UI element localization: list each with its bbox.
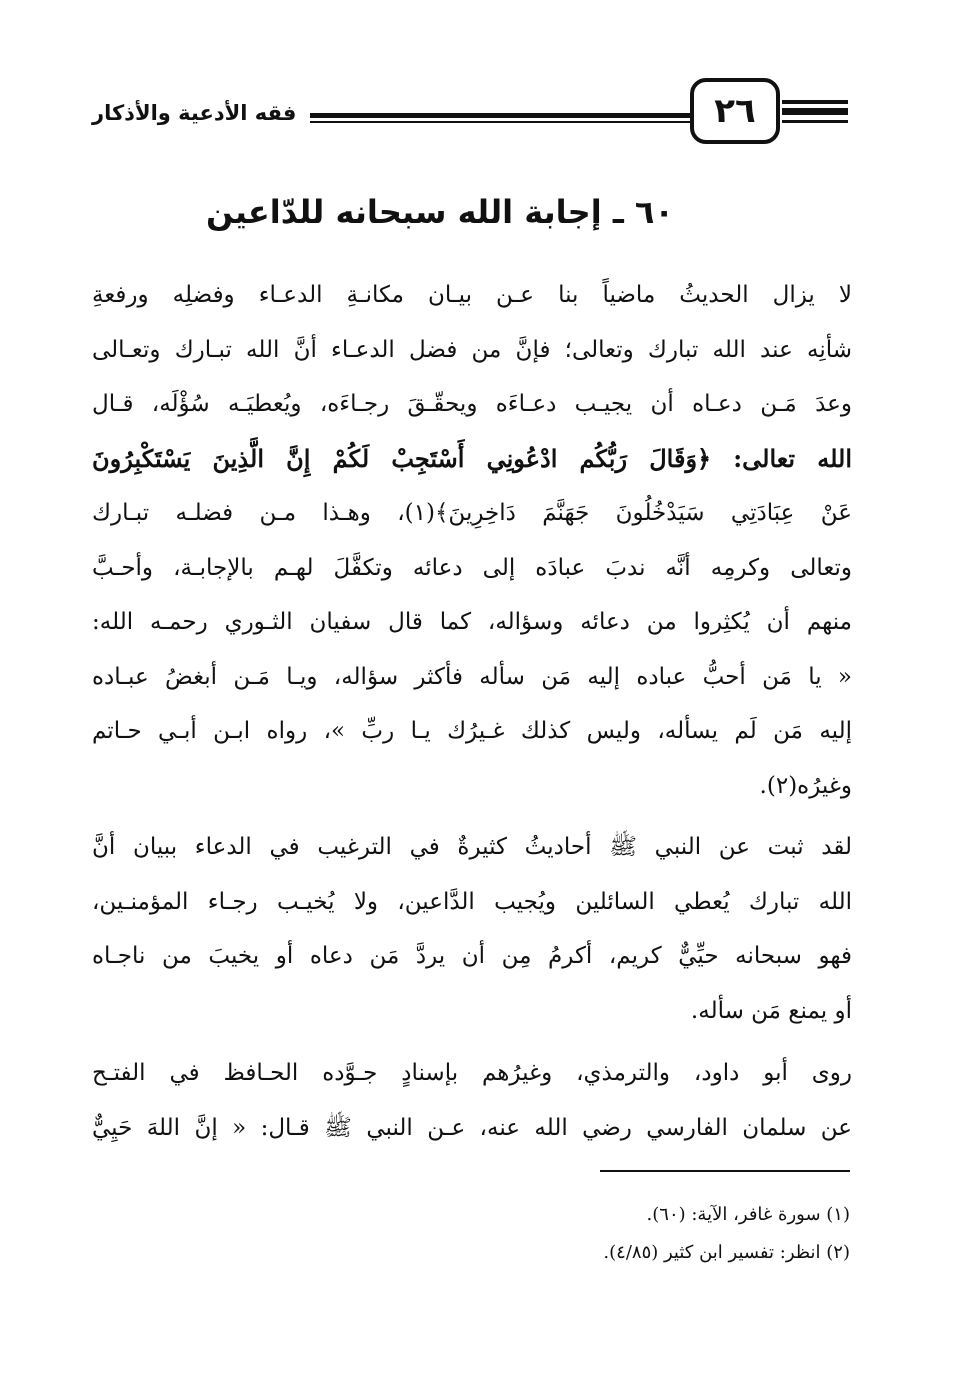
paragraph-line-quote: إليه مَن لَم يسأله، وليس كذلك غـيرُك يـا ربِّ »، رواه ابـن أبـي حـاتم: [92, 718, 852, 744]
footnotes: [400, 1196, 850, 1272]
footnote-separator: [600, 1170, 850, 1172]
paragraph-line: الله تبارك يُعطي السائلين ويُجيب الدَّاعين، ولا يُخيـب رجـاء المؤمنـين،: [92, 888, 852, 915]
paragraph-line: منهم أن يُكثِروا من دعائه وسؤاله، كما قال سفيان الثـوري رحمـه الله:: [92, 609, 852, 635]
paragraph-line: أو يمنع مَن سأله.: [690, 997, 852, 1024]
footnote-2: (٢) انظر: تفسير ابن كثير (٤/٨٥).: [603, 1242, 850, 1263]
paragraph-line: لا يزال الحديثُ ماضياً بنا عـن بيـان مكانـةِ الدعـاء وفضلِه ورفعةِ: [92, 282, 852, 308]
paragraph-line: عن سلمان الفارسي رضي الله عنه، عـن النبي ﷺ قـال: « إنَّ اللهَ حَيِيٌّ: [92, 1114, 852, 1141]
paragraph-line: روى أبو داود، والترمذي، وغيرُهم بإسنادٍ جـوَّده الحـافظ في الفتـح: [92, 1060, 852, 1086]
body-paragraph-1: [92, 268, 852, 813]
paragraph-line-quote: « يا مَن أحبُّ عباده إليه مَن سأله فأكثر سؤاله، ويـا مَـن أبغضُ عبـاده: [92, 663, 852, 690]
header-rule: [782, 100, 848, 104]
header-rule: [782, 120, 848, 123]
paragraph-line: لقد ثبت عن النبي ﷺ أحاديثُ كثيرةٌ في الترغيب في الدعاء ببيان أنَّ: [92, 834, 852, 860]
header-rule: [310, 113, 690, 118]
running-header-book-title: فقه الأدعية والأذكار: [92, 101, 297, 125]
header-rule: [782, 108, 848, 115]
paragraph-line: وعدَ مَـن دعـاه أن يجيـب دعـاءَه ويحقّـقَ رجـاءَه، ويُعطيَـه سُؤْلَه، قـال: [92, 391, 852, 417]
footnote-1: (١) سورة غافر، الآية: (٦٠).: [646, 1204, 850, 1225]
paragraph-line: وغيرُه(٢).: [759, 772, 852, 799]
paragraph-line: وتعالى وكرمِه أنَّه ندبَ عبادَه إلى دعائه وتكفَّلَ لهـم بالإجابـة، وأحـبَّ: [92, 554, 852, 581]
body-paragraph-2: [92, 820, 852, 1038]
body-paragraph-3: [92, 1046, 852, 1155]
header-rule: [310, 121, 690, 123]
page-number: ٢٦: [690, 78, 780, 144]
paragraph-line: شأنِه عند الله تبارك وتعالى؛ فإنَّ من فضل الدعـاء أنَّ الله تبـارك وتعـالى: [92, 336, 852, 363]
paragraph-line-quran-verse: الله تعالى: ﴿وَقَالَ رَبُّكُم ادْعُونِي أَسْتَجِبْ لَكُمْ إِنَّ الَّذِينَ يَسْتَكْبِرُونَ: [92, 443, 852, 473]
paragraph-line-quran-verse: عَنْ عِبَادَتِي سَيَدْخُلُونَ جَهَنَّمَ دَاخِرِينَ﴾(١)، وهـذا مـن فضلـه تبـارك: [92, 500, 852, 526]
paragraph-line: فهو سبحانه حيِّيٌّ كريم، أكرمُ مِن أن يردَّ مَن دعاه أو يخيبَ من ناجـاه: [92, 943, 852, 969]
chapter-title: ٦٠ ـ إجابة الله سبحانه للدّاعين: [206, 193, 674, 231]
